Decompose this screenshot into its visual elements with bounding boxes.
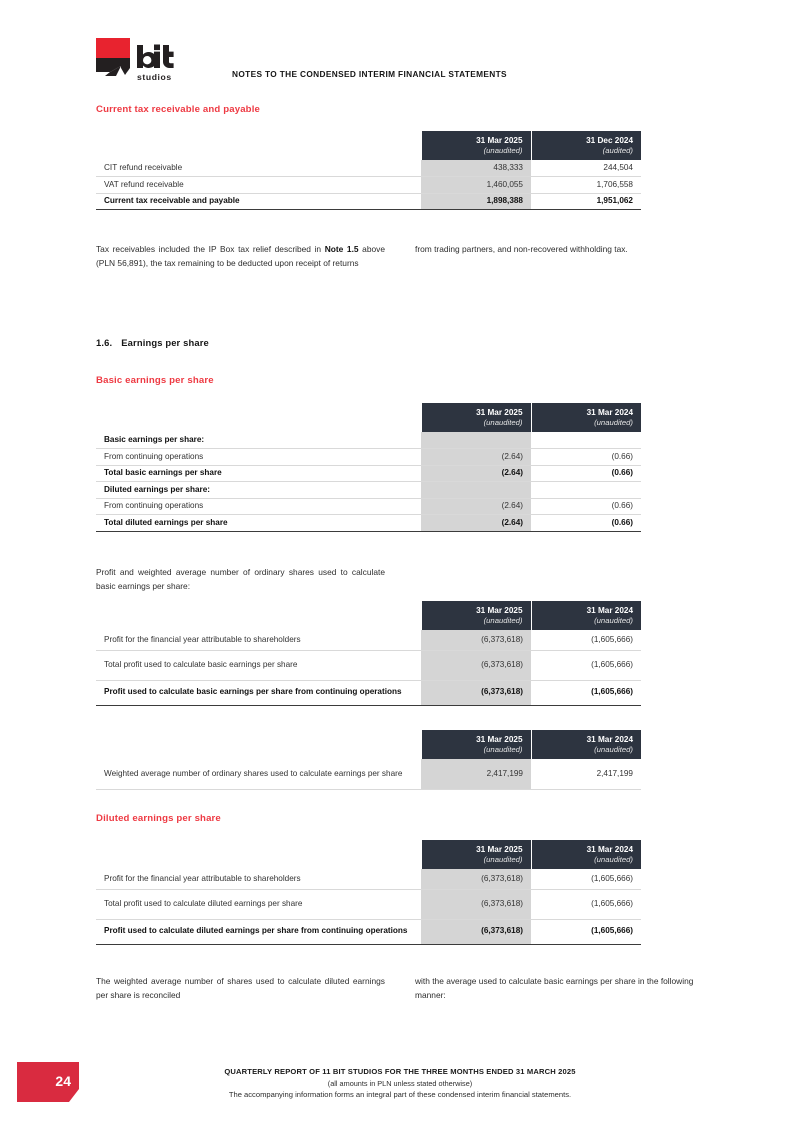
- footer-line-1: QUARTERLY REPORT OF 11 BIT STUDIOS FOR THE THREE MONTHS ENDED 31 MARCH 2025: [224, 1067, 576, 1076]
- row-value-2: 1,951,062: [531, 193, 641, 210]
- row-value-2: 1,706,558: [531, 177, 641, 194]
- table-row: [96, 650, 641, 680]
- row-value-1: (6,373,618): [421, 680, 531, 705]
- paragraph-column-left: [96, 975, 385, 1002]
- tax-text-a: Tax receivables included the IP Box tax relief described in: [96, 244, 325, 254]
- column-header-sub: (unaudited): [483, 744, 523, 754]
- column-header-period-2: 31 Mar 2024 (unaudited): [531, 403, 641, 432]
- document-header: [0, 38, 800, 88]
- column-header-sub: (unaudited): [483, 145, 523, 155]
- row-label: Total profit used to calculate diluted earnings per share: [96, 889, 421, 919]
- row-value-2: (1,605,666): [531, 889, 641, 919]
- table-row: [96, 869, 641, 889]
- table-subheader-row: [96, 482, 641, 499]
- column-header-sub: (unaudited): [594, 417, 633, 427]
- row-value-1: [421, 432, 531, 449]
- row-value-2: 2,417,199: [531, 759, 641, 789]
- column-header-period-1: 31 Mar 2025 (unaudited): [421, 403, 531, 432]
- row-value-2: (1,605,666): [531, 680, 641, 705]
- table-total-row: [96, 193, 641, 210]
- column-header-period-2: 31 Mar 2024 (unaudited): [531, 601, 641, 630]
- column-header-period-1: 31 Mar 2025 (unaudited): [421, 131, 531, 160]
- row-label: CIT refund receivable: [96, 160, 421, 177]
- table-header-row: [96, 403, 641, 432]
- svg-text:studios: studios: [137, 72, 172, 82]
- row-label: Profit used to calculate diluted earnings per share from continuing operations: [96, 919, 421, 944]
- table-row: [96, 759, 641, 789]
- row-value-1: (6,373,618): [421, 889, 531, 919]
- row-value-2: (1,605,666): [531, 869, 641, 889]
- row-label: Weighted average number of ordinary shares used to calculate earnings per share: [96, 759, 421, 789]
- table-total-row: [96, 680, 641, 705]
- table-row: [96, 498, 641, 515]
- heading-basic-eps: Basic earnings per share: [96, 375, 214, 386]
- section-heading-earnings-per-share: [96, 337, 704, 348]
- row-value-1: 438,333: [421, 160, 531, 177]
- column-header-sub: (unaudited): [483, 417, 523, 427]
- column-header-sub: (unaudited): [594, 744, 633, 754]
- section-number: 1.6.: [96, 337, 113, 348]
- row-value-1: [421, 482, 531, 499]
- row-label: VAT refund receivable: [96, 177, 421, 194]
- paragraph-diluted-reconciliation: [96, 975, 704, 1002]
- tax-text-b: above (PLN 56,891), the tax remaining to be deducted upon receipt of returns: [96, 244, 385, 268]
- table-basic-eps: [96, 403, 641, 532]
- column-header-blank: [96, 403, 421, 432]
- row-label: Profit used to calculate basic earnings per share from continuing operations: [96, 680, 421, 705]
- table-weighted-average-shares: [96, 730, 641, 790]
- section-title: Earnings per share: [121, 337, 209, 348]
- diluted-text-left: The weighted average number of shares used to calculate diluted earnings per share is reconciled: [96, 976, 385, 1000]
- row-value-2: [531, 432, 641, 449]
- row-value-2: (1,605,666): [531, 919, 641, 944]
- row-label: From continuing operations: [96, 449, 421, 466]
- column-header-sub: (audited): [602, 145, 633, 155]
- row-label: Total profit used to calculate basic earnings per share: [96, 650, 421, 680]
- footer-line-3: The accompanying information forms an integral part of these condensed interim financial statements.: [228, 1090, 572, 1100]
- column-header-sub: (unaudited): [483, 854, 523, 864]
- row-value-1: (2.64): [421, 498, 531, 515]
- tax-text-right: from trading partners, and non-recovered withholding tax.: [415, 244, 628, 254]
- row-label: Profit for the financial year attributable to shareholders: [96, 630, 421, 650]
- paragraph-tax-receivables: [96, 243, 704, 270]
- row-value-1: (6,373,618): [421, 869, 531, 889]
- paragraph-basic-intro: Profit and weighted average number of ordinary shares used to calculate basic earnings per share:: [96, 567, 385, 591]
- row-value-2: (1,605,666): [531, 630, 641, 650]
- 11-bit-studios-logo: [96, 38, 188, 84]
- paragraph-column-left: [96, 243, 385, 270]
- row-value-2: 244,504: [531, 160, 641, 177]
- row-value-1: (2.64): [421, 515, 531, 532]
- column-header-blank: [96, 131, 421, 160]
- table-row: [96, 889, 641, 919]
- column-header-period-2: 31 Mar 2024 (unaudited): [531, 840, 641, 869]
- row-label: Current tax receivable and payable: [96, 193, 421, 210]
- table-total-row: [96, 515, 641, 532]
- table-row: [96, 177, 641, 194]
- table-header-row: [96, 730, 641, 759]
- table-diluted-profit: [96, 840, 641, 945]
- row-value-1: (6,373,618): [421, 630, 531, 650]
- column-header-blank: [96, 730, 421, 759]
- table-total-row: [96, 919, 641, 944]
- table-header-row: [96, 131, 641, 160]
- footer-line-2: (all amounts in PLN unless stated otherwise): [327, 1078, 473, 1088]
- row-label: Profit for the financial year attributable to shareholders: [96, 869, 421, 889]
- column-header-sub: (unaudited): [594, 854, 633, 864]
- row-value-1: 1,460,055: [421, 177, 531, 194]
- row-value-1: (6,373,618): [421, 919, 531, 944]
- diluted-text-right: with the average used to calculate basic earnings per share in the following manner:: [415, 976, 694, 1000]
- paragraph-column-right: [415, 243, 704, 270]
- column-header-period-1: 31 Mar 2025 (unaudited): [421, 601, 531, 630]
- row-label: From continuing operations: [96, 498, 421, 515]
- column-header-period-2: 31 Mar 2024 (unaudited): [531, 730, 641, 759]
- row-value-2: [531, 482, 641, 499]
- column-header-blank: [96, 601, 421, 630]
- column-header-period-2: 31 Dec 2024 (audited): [531, 131, 641, 160]
- row-value-2: (0.66): [531, 498, 641, 515]
- row-label: Total basic earnings per share: [96, 465, 421, 482]
- table-subheader-row: [96, 432, 641, 449]
- table-row: [96, 160, 641, 177]
- row-value-1: 1,898,388: [421, 193, 531, 210]
- table-current-tax: [96, 131, 641, 210]
- row-value-1: (2.64): [421, 449, 531, 466]
- row-value-2: (0.66): [531, 465, 641, 482]
- note-reference: Note 1.5: [324, 244, 359, 254]
- row-value-2: (1,605,666): [531, 650, 641, 680]
- table-row: [96, 630, 641, 650]
- table-header-row: [96, 601, 641, 630]
- row-label: Total diluted earnings per share: [96, 515, 421, 532]
- document-footer: [0, 1066, 800, 1101]
- column-header-sub: (unaudited): [594, 615, 633, 625]
- row-label: Diluted earnings per share:: [96, 482, 421, 499]
- table-header-row: [96, 840, 641, 869]
- page-title: NOTES TO THE CONDENSED INTERIM FINANCIAL STATEMENTS: [232, 69, 507, 79]
- row-value-2: (0.66): [531, 515, 641, 532]
- table-basic-profit: [96, 601, 641, 706]
- row-value-1: (2.64): [421, 465, 531, 482]
- column-header-blank: [96, 840, 421, 869]
- heading-current-tax: Current tax receivable and payable: [96, 104, 260, 115]
- column-header-sub: (unaudited): [483, 615, 523, 625]
- column-header-period-1: 31 Mar 2025 (unaudited): [421, 730, 531, 759]
- row-value-2: (0.66): [531, 449, 641, 466]
- heading-diluted-eps: Diluted earnings per share: [96, 813, 221, 824]
- page-number: 24: [55, 1073, 71, 1089]
- table-row: [96, 465, 641, 482]
- paragraph-column-right: [415, 975, 704, 1002]
- row-value-1: (6,373,618): [421, 650, 531, 680]
- row-label: Basic earnings per share:: [96, 432, 421, 449]
- column-header-period-1: 31 Mar 2025 (unaudited): [421, 840, 531, 869]
- row-value-1: 2,417,199: [421, 759, 531, 789]
- table-row: [96, 449, 641, 466]
